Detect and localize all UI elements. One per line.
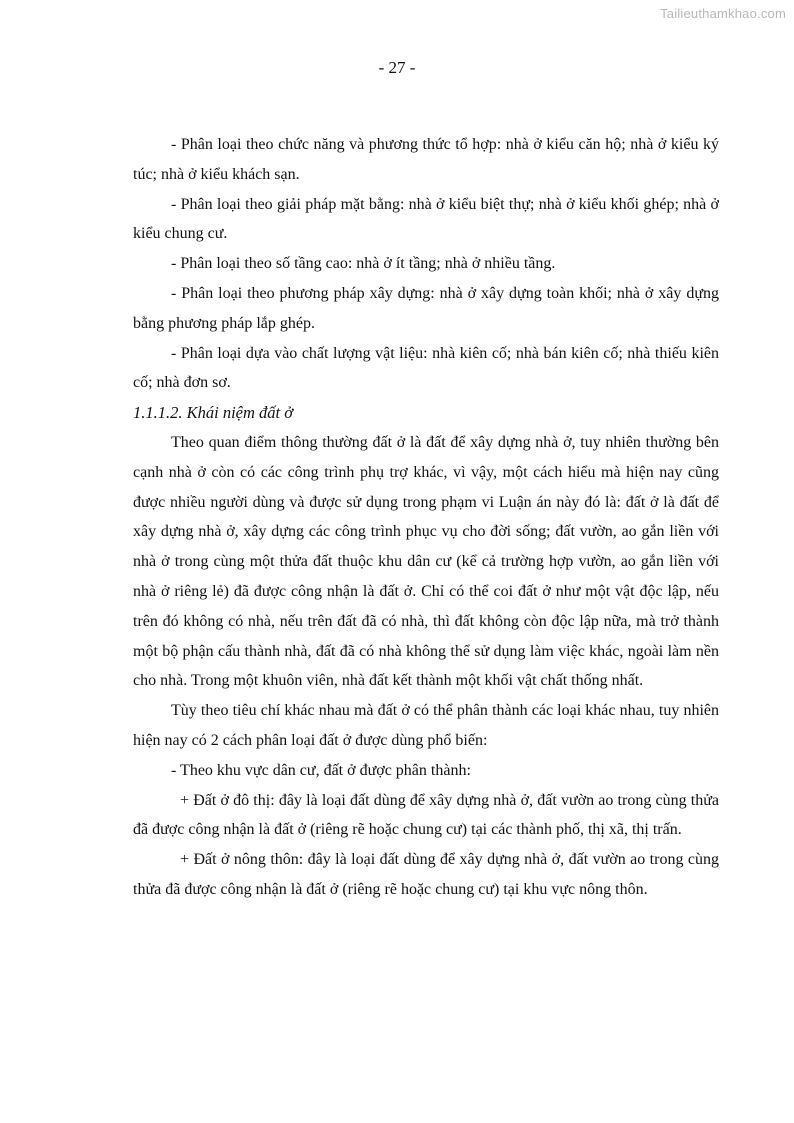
- classification-intro: Tùy theo tiêu chí khác nhau mà đất ở có thể phân thành các loại khác nhau, tuy nhiên hiện nay có 2 cách phân loại đất ở được dùng phổ biến:: [133, 702, 719, 749]
- classification-floor-plan: - Phân loại theo giải pháp mặt bằng: nhà ở kiểu biệt thự; nhà ở kiểu khối ghép; nhà ở kiểu chung cư.: [133, 195, 719, 243]
- watermark: Tailieuthamkhao.com: [660, 6, 786, 21]
- classification-construction: - Phân loại theo phương pháp xây dựng: nhà ở xây dựng toàn khối; nhà ở xây dựng bằng phương pháp lắp ghép.: [133, 284, 719, 332]
- classification-floors: - Phân loại theo số tầng cao: nhà ở ít tầng; nhà ở nhiều tầng.: [171, 255, 556, 273]
- section-heading: 1.1.1.2. Khái niệm đất ở: [133, 403, 294, 423]
- classification-materials: - Phân loại dựa vào chất lượng vật liệu: nhà kiên cố; nhà bán kiên cố; nhà thiếu kiên cố; nhà đơn sơ.: [133, 344, 719, 392]
- document-body: [133, 130, 719, 905]
- definition-paragraph: Theo quan điểm thông thường đất ở là đất để xây dựng nhà ở, tuy nhiên thường bên cạnh nhà ở còn có các công trình phụ trợ khác, vì vậy, một cách hiểu mà hiện nay cũng được nhiều người dùng và được sử dụng trong phạm vi Luận án này đó là: đất ở là đất để xây dựng nhà ở, xây dựng các công trình phục vụ cho đời sống; đất vườn, ao gắn liền với nhà ở trong cùng một thửa đất thuộc khu dân cư (kể cả trường hợp vườn, ao gắn liền với nhà ở riêng lẻ) đã được công nhận là đất ở. Chỉ có thể coi đất ở như một vật độc lập, nếu trên đó không có nhà, nếu trên đất đã có nhà, thì đất không còn độc lập nữa, mà trở thành một bộ phận cấu thành nhà, đất đã có nhà không thể sử dụng làm việc khác, ngoài làm nền cho nhà. Trong một khuôn viên, nhà đất kết thành một khối vật chất thống nhất.: [133, 433, 719, 690]
- rural-land-item: + Đất ở nông thôn: đây là loại đất dùng để xây dựng nhà ở, đất vườn ao trong cùng thửa đã được công nhận là đất ở (riêng rẽ hoặc chung cư) tại khu vực nông thôn.: [133, 851, 719, 898]
- urban-land-item: + Đất ở đô thị: đây là loại đất dùng để xây dựng nhà ở, đất vườn ao trong cùng thửa đã được công nhận là đất ở (riêng rẽ hoặc chung cư) tại các thành phố, thị xã, thị trấn.: [133, 791, 719, 839]
- residential-area-item: - Theo khu vực dân cư, đất ở được phân thành:: [171, 761, 471, 779]
- page-number: - 27 -: [378, 58, 416, 77]
- classification-function: - Phân loại theo chức năng và phương thức tổ hợp: nhà ở kiểu căn hộ; nhà ở kiểu ký túc; nhà ở kiểu khách sạn.: [133, 136, 719, 183]
